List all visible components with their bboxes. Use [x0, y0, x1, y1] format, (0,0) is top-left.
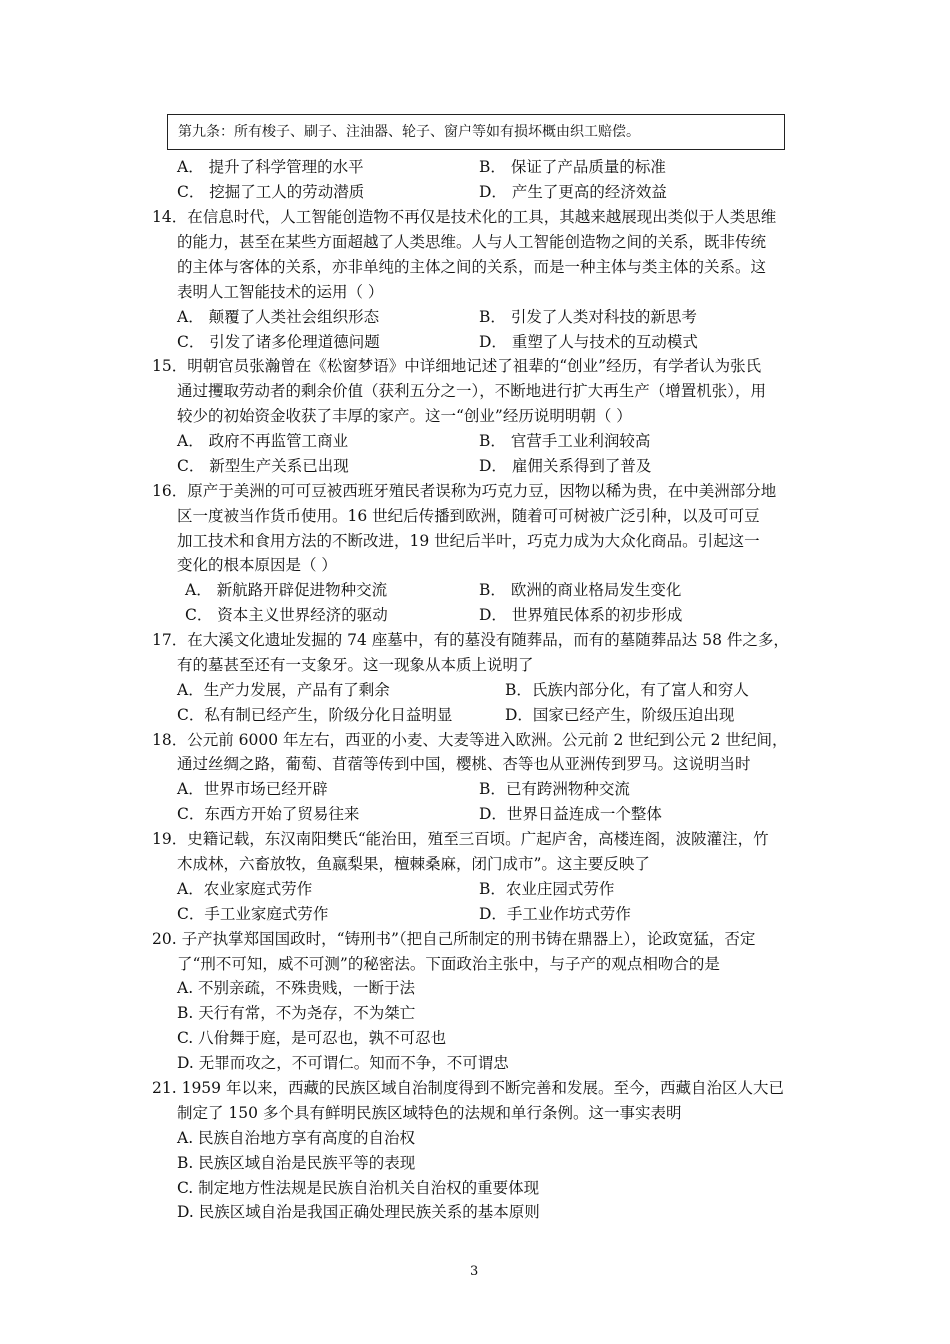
q16-option-b: B． 欧洲的商业格局发生变化 [479, 581, 682, 599]
q21-option-b: B. 民族区域自治是民族平等的表现 [177, 1154, 416, 1172]
q14-option-c: C． 引发了诸多伦理道德问题 [177, 333, 380, 351]
q13-option-c: C． 挖掘了工人的劳动潜质 [177, 183, 365, 201]
q15-stem-line-1: 15．明朝官员张瀚曾在《松窗梦语》中详细地记述了祖辈的“创业”经历，有学者认为张氏 [152, 357, 762, 375]
q15-option-a: A． 政府不再监管工商业 [177, 432, 349, 450]
q20-option-a: A. 不别亲疏，不殊贵贱，一断于法 [177, 979, 416, 997]
q14-option-d: D． 重塑了人与技术的互动模式 [479, 333, 698, 351]
q19-stem-line-2: 木成林，六畜放牧，鱼嬴梨果，檀棘桑麻，闭门成市”。这主要反映了 [177, 855, 650, 873]
q16-stem-line-3: 加工技术和食用方法的不断改进，19 世纪后半叶，巧克力成为大众化商品。引起这一 [177, 532, 760, 550]
q21-stem-line-1: 21. 1959 年以来，西藏的民族区域自治制度得到不断完善和发展。至今，西藏自治区人大已 [152, 1079, 784, 1097]
q14-option-b: B． 引发了人类对科技的新思考 [479, 308, 697, 326]
q16-option-a: A． 新航路开辟促进物种交流 [185, 581, 388, 599]
q20-option-c: C. 八佾舞于庭，是可忍也，孰不可忍也 [177, 1029, 447, 1047]
q17-option-b: B．氏族内部分化，有了富人和穷人 [505, 681, 749, 699]
q19-option-c: C．手工业家庭式劳作 [177, 905, 329, 923]
q19-option-d: D．手工业作坊式劳作 [479, 905, 631, 923]
q15-option-d: D． 雇佣关系得到了普及 [479, 457, 652, 475]
q20-stem-line-2: 了“刑不可知，威不可测”的秘密法。下面政治主张中，与子产的观点相吻合的是 [177, 955, 720, 973]
q18-option-a: A．世界市场已经开辟 [177, 780, 328, 798]
q15-option-c: C． 新型生产关系已出现 [177, 457, 349, 475]
q20-option-b: B. 天行有常，不为尧存，不为桀亡 [177, 1004, 416, 1022]
q16-stem-line-1: 16．原产于美洲的可可豆被西班牙殖民者误称为巧克力豆，因物以稀为贵，在中美洲部分地 [152, 482, 777, 500]
q19-stem-line-1: 19．史籍记载，东汉南阳樊氏“能治田，殖至三百顷。广起庐舍，高楼连阁，波陂灌注，竹 [152, 830, 769, 848]
q14-stem-line-1: 14．在信息时代，人工智能创造物不再仅是技术化的工具，其越来越展现出类似于人类思维 [152, 208, 777, 226]
q15-option-b: B． 官营手工业利润较高 [479, 432, 651, 450]
q18-option-c: C．东西方开始了贸易往来 [177, 805, 360, 823]
quote-box: 第九条：所有梭子、刷子、注油器、轮子、窗户等如有损坏概由织工赔偿。 [167, 114, 785, 150]
q17-option-d: D．国家已经产生，阶级压迫出现 [505, 706, 735, 724]
q21-stem-line-2: 制定了 150 多个具有鲜明民族区域特色的法规和单行条例。这一事实表明 [177, 1104, 682, 1122]
q16-option-d: D． 世界殖民体系的初步形成 [479, 606, 683, 624]
q15-stem-line-3: 较少的初始资金收获了丰厚的家产。这一“创业”经历说明明朝（ ） [177, 407, 632, 425]
q17-stem-line-1: 17．在大溪文化遗址发掘的 74 座墓中，有的墓没有随葬品，而有的墓随葬品达 58 件之多， [152, 631, 789, 649]
q14-option-a: A． 颠覆了人类社会组织形态 [177, 308, 380, 326]
q13-option-a: A． 提升了科学管理的水平 [177, 158, 364, 176]
q21-option-a: A. 民族自治地方享有高度的自治权 [177, 1129, 416, 1147]
q19-option-b: B．农业庄园式劳作 [479, 880, 615, 898]
q20-option-d: D. 无罪而攻之，不可谓仁。知而不争，不可谓忠 [177, 1054, 509, 1072]
q21-option-d: D. 民族区域自治是我国正确处理民族关系的基本原则 [177, 1203, 540, 1221]
q19-option-a: A．农业家庭式劳作 [177, 880, 313, 898]
q16-stem-line-2: 区一度被当作货币使用。16 世纪后传播到欧洲，随着可可树被广泛引种，以及可可豆 [177, 507, 760, 525]
q14-stem-line-4: 表明人工智能技术的运用（ ） [177, 283, 384, 301]
q18-stem-line-2: 通过丝绸之路，葡萄、苜蓿等传到中国，樱桃、杏等也从亚洲传到罗马。这说明当时 [177, 755, 751, 773]
q14-stem-line-3: 的主体与客体的关系，亦非单纯的主体之间的关系，而是一种主体与类主体的关系。这 [177, 258, 767, 276]
q16-stem-line-4: 变化的根本原因是（ ） [177, 556, 337, 574]
q17-option-c: C．私有制已经产生，阶级分化日益明显 [177, 706, 453, 724]
q20-stem-line-1: 20. 子产执掌郑国国政时，“铸刑书”（把自己所制定的刑书铸在鼎器上），论政宽猛，否定 [152, 930, 756, 948]
q21-option-c: C. 制定地方性法规是民族自治机关自治权的重要体现 [177, 1179, 540, 1197]
q15-stem-line-2: 通过攫取劳动者的剩余价值（获利五分之一），不断地进行扩大再生产（增置机张），用 [177, 382, 767, 400]
q18-stem-line-1: 18．公元前 6000 年左右，西亚的小麦、大麦等进入欧洲。公元前 2 世纪到公元 2 世纪间， [152, 731, 788, 749]
q13-option-d: D． 产生了更高的经济效益 [479, 183, 667, 201]
page-number: 3 [470, 1264, 479, 1279]
q16-option-c: C． 资本主义世界经济的驱动 [185, 606, 388, 624]
q13-option-b: B． 保证了产品质量的标准 [479, 158, 666, 176]
q14-stem-line-2: 的能力，甚至在某些方面超越了人类思维。人与人工智能创造物之间的关系，既非传统 [177, 233, 767, 251]
q17-option-a: A．生产力发展，产品有了剩余 [177, 681, 390, 699]
q18-option-b: B．已有跨洲物种交流 [479, 780, 630, 798]
q18-option-d: D．世界日益连成一个整体 [479, 805, 662, 823]
q17-stem-line-2: 有的墓甚至还有一支象牙。这一现象从本质上说明了 [177, 656, 534, 674]
